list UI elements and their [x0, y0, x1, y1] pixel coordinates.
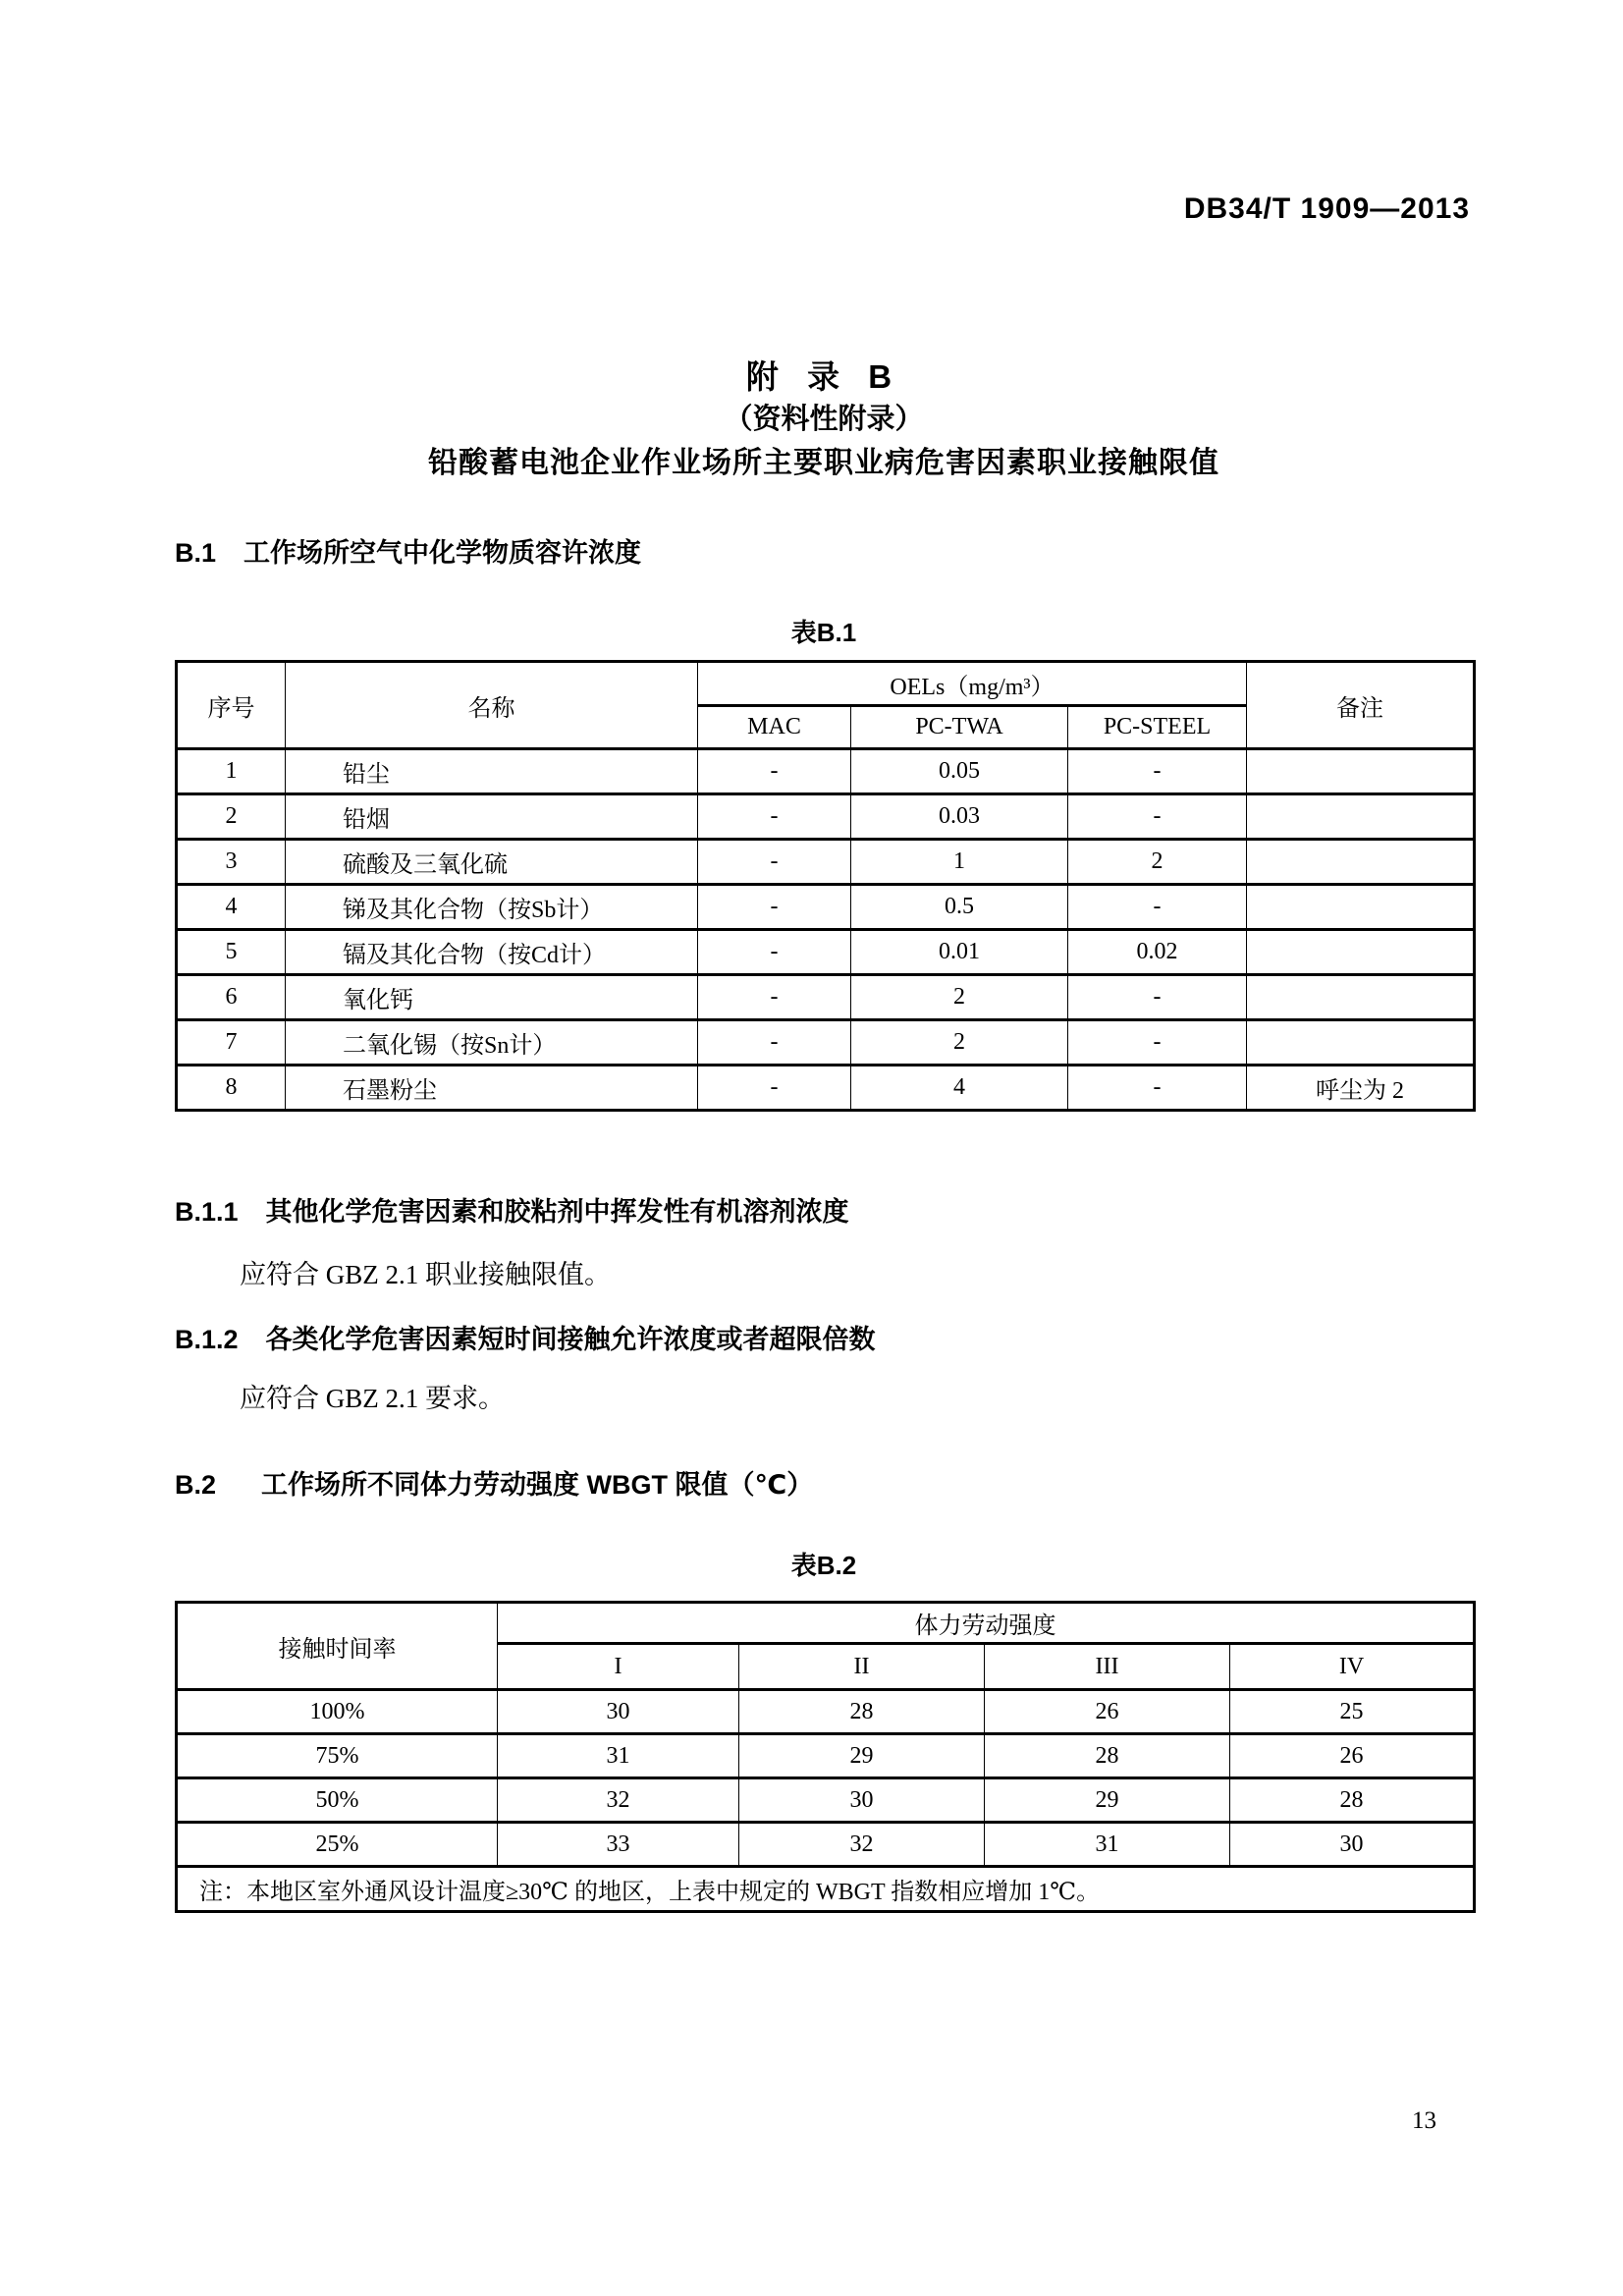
cell-wbgt: 28	[739, 1690, 985, 1734]
cell-pc-twa: 0.01	[851, 930, 1068, 975]
cell-remark	[1247, 930, 1475, 975]
table-row	[177, 1690, 1475, 1734]
page-number: 13	[1412, 2107, 1436, 2134]
cell-mac: -	[698, 930, 851, 975]
col-header-level-1: I	[498, 1644, 739, 1690]
cell-mac: -	[698, 1020, 851, 1066]
section-b2-title: 工作场所不同体力劳动强度 WBGT 限值（℃）	[261, 1470, 814, 1500]
col-header-remark: 备注	[1247, 662, 1475, 749]
table-b2-header-row-1	[177, 1603, 1475, 1644]
col-header-name: 名称	[286, 662, 698, 749]
cell-name: 石墨粉尘	[286, 1066, 698, 1111]
table-b1-caption: 表B.1	[790, 618, 857, 647]
section-b11-heading	[175, 1190, 849, 1229]
col-header-seq: 序号	[177, 662, 286, 749]
cell-seq: 2	[177, 794, 286, 840]
cell-mac: -	[698, 975, 851, 1020]
section-b2-heading	[175, 1463, 813, 1502]
section-b11-body: 应符合 GBZ 2.1 职业接触限值。	[240, 1260, 611, 1289]
cell-pc-twa: 2	[851, 975, 1068, 1020]
cell-rate: 100%	[177, 1690, 498, 1734]
section-b12-heading	[175, 1318, 876, 1356]
table-row	[177, 975, 1475, 1020]
appendix-subtitle: （资料性附录）	[724, 404, 924, 435]
cell-seq: 1	[177, 749, 286, 794]
cell-remark	[1247, 794, 1475, 840]
cell-wbgt: 28	[1230, 1778, 1475, 1823]
section-b11-title: 其他化学危害因素和胶粘剂中挥发性有机溶剂浓度	[265, 1197, 849, 1227]
cell-mac: -	[698, 885, 851, 930]
table-row	[177, 794, 1475, 840]
cell-rate: 75%	[177, 1734, 498, 1778]
cell-pc-twa: 4	[851, 1066, 1068, 1111]
table-b1	[175, 660, 1476, 1112]
col-header-level-2: II	[739, 1644, 985, 1690]
table-b2-caption: 表B.2	[790, 1551, 857, 1580]
cell-pc-steel: 0.02	[1068, 930, 1247, 975]
cell-mac: -	[698, 1066, 851, 1111]
section-b12-title: 各类化学危害因素短时间接触允许浓度或者超限倍数	[265, 1325, 876, 1354]
cell-wbgt: 26	[985, 1690, 1230, 1734]
cell-rate: 50%	[177, 1778, 498, 1823]
cell-mac: -	[698, 749, 851, 794]
cell-seq: 8	[177, 1066, 286, 1111]
cell-wbgt: 28	[985, 1734, 1230, 1778]
cell-name: 氧化钙	[286, 975, 698, 1020]
col-header-level-3: III	[985, 1644, 1230, 1690]
col-header-pc-twa: PC-TWA	[851, 706, 1068, 749]
table-row	[177, 930, 1475, 975]
cell-rate: 25%	[177, 1823, 498, 1867]
cell-pc-steel: -	[1068, 975, 1247, 1020]
cell-wbgt: 25	[1230, 1690, 1475, 1734]
cell-remark	[1247, 840, 1475, 885]
cell-name: 二氧化锡（按Sn计）	[286, 1020, 698, 1066]
cell-remark	[1247, 749, 1475, 794]
section-b12-body: 应符合 GBZ 2.1 要求。	[240, 1384, 505, 1413]
table-row	[177, 749, 1475, 794]
section-b1-number: B.1	[175, 538, 217, 568]
cell-wbgt: 32	[498, 1778, 739, 1823]
cell-name: 铅烟	[286, 794, 698, 840]
cell-seq: 5	[177, 930, 286, 975]
cell-wbgt: 29	[985, 1778, 1230, 1823]
table-row	[177, 1778, 1475, 1823]
doc-number: DB34/T 1909—2013	[1183, 192, 1470, 225]
cell-pc-twa: 1	[851, 840, 1068, 885]
table-row	[177, 840, 1475, 885]
col-header-oels: OELs（mg/m³）	[698, 662, 1247, 706]
cell-mac: -	[698, 840, 851, 885]
table-b2-note: 注：本地区室外通风设计温度≥30℃ 的地区，上表中规定的 WBGT 指数相应增加 1℃。	[177, 1867, 1475, 1912]
cell-seq: 6	[177, 975, 286, 1020]
col-header-labor-intensity: 体力劳动强度	[498, 1603, 1475, 1644]
cell-pc-steel: -	[1068, 749, 1247, 794]
cell-remark: 呼尘为 2	[1247, 1066, 1475, 1111]
table-row	[177, 1823, 1475, 1867]
cell-mac: -	[698, 794, 851, 840]
section-b11-number: B.1.1	[175, 1197, 239, 1227]
col-header-exposure-rate: 接触时间率	[177, 1603, 498, 1690]
cell-pc-twa: 0.05	[851, 749, 1068, 794]
col-header-level-4: IV	[1230, 1644, 1475, 1690]
table-row	[177, 1734, 1475, 1778]
cell-name: 镉及其化合物（按Cd计）	[286, 930, 698, 975]
cell-wbgt: 26	[1230, 1734, 1475, 1778]
cell-name: 铅尘	[286, 749, 698, 794]
table-row	[177, 885, 1475, 930]
cell-pc-twa: 0.03	[851, 794, 1068, 840]
table-row	[177, 1020, 1475, 1066]
cell-pc-steel: -	[1068, 885, 1247, 930]
cell-wbgt: 31	[985, 1823, 1230, 1867]
cell-wbgt: 30	[739, 1778, 985, 1823]
cell-pc-steel: 2	[1068, 840, 1247, 885]
cell-wbgt: 29	[739, 1734, 985, 1778]
section-b2-number: B.2	[175, 1470, 217, 1500]
cell-name: 锑及其化合物（按Sb计）	[286, 885, 698, 930]
cell-pc-steel: -	[1068, 1020, 1247, 1066]
cell-wbgt: 30	[1230, 1823, 1475, 1867]
section-b1-heading	[175, 531, 641, 570]
col-header-pc-steel: PC-STEEL	[1068, 706, 1247, 749]
cell-wbgt: 33	[498, 1823, 739, 1867]
cell-remark	[1247, 1020, 1475, 1066]
cell-pc-steel: -	[1068, 1066, 1247, 1111]
cell-wbgt: 31	[498, 1734, 739, 1778]
cell-wbgt: 30	[498, 1690, 739, 1734]
cell-remark	[1247, 885, 1475, 930]
section-b12-number: B.1.2	[175, 1325, 239, 1354]
col-header-mac: MAC	[698, 706, 851, 749]
cell-seq: 3	[177, 840, 286, 885]
cell-pc-steel: -	[1068, 794, 1247, 840]
table-b1-header-row-1	[177, 662, 1475, 706]
cell-name: 硫酸及三氧化硫	[286, 840, 698, 885]
cell-seq: 7	[177, 1020, 286, 1066]
cell-remark	[1247, 975, 1475, 1020]
table-b2-note-row	[177, 1867, 1475, 1912]
section-b1-title: 工作场所空气中化学物质容许浓度	[243, 538, 642, 568]
table-b2	[175, 1601, 1476, 1913]
cell-pc-twa: 0.5	[851, 885, 1068, 930]
cell-wbgt: 32	[739, 1823, 985, 1867]
cell-seq: 4	[177, 885, 286, 930]
appendix-title: 附 录 B	[745, 358, 902, 395]
appendix-heading: 铅酸蓄电池企业作业场所主要职业病危害因素职业接触限值	[428, 447, 1219, 479]
table-row	[177, 1066, 1475, 1111]
cell-pc-twa: 2	[851, 1020, 1068, 1066]
